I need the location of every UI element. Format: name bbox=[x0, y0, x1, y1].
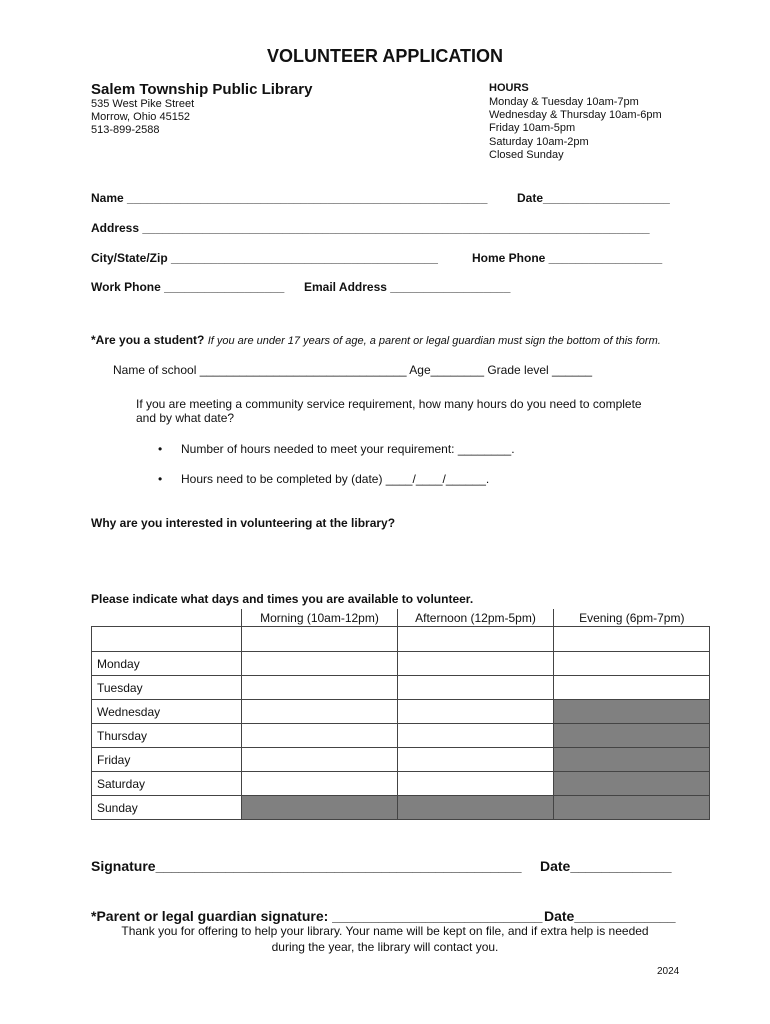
table-row bbox=[92, 724, 710, 748]
availability-cell[interactable] bbox=[398, 724, 554, 748]
student-question-label: *Are you a student? bbox=[91, 333, 205, 347]
service-question: If you are meeting a community service requirement, how many hours do you need to complete bbox=[136, 397, 642, 411]
availability-cell[interactable] bbox=[398, 676, 554, 700]
city-state-zip-field[interactable]: City/State/Zip ________________________________________ bbox=[91, 251, 438, 265]
thanks-line: during the year, the library will contact you. bbox=[271, 940, 499, 954]
day-label: Wednesday bbox=[92, 700, 242, 724]
thanks-line: Thank you for offering to help your library. Your name will be kept on file, and if extra help is needed bbox=[121, 924, 649, 938]
library-name: Salem Township Public Library bbox=[91, 81, 313, 98]
library-street: 535 West Pike Street bbox=[91, 98, 195, 110]
library-city: Morrow, Ohio 45152 bbox=[91, 111, 191, 123]
completion-date-line[interactable]: Hours need to be completed by (date) ____/____/______. bbox=[181, 472, 490, 486]
hours-needed-line[interactable]: Number of hours needed to meet your requirement: ________. bbox=[181, 442, 515, 456]
blank-cell bbox=[92, 627, 242, 652]
availability-cell[interactable] bbox=[242, 724, 398, 748]
interest-question: Why are you interested in volunteering at the library? bbox=[91, 516, 396, 530]
unavailable-cell bbox=[554, 748, 710, 772]
availability-cell[interactable] bbox=[242, 676, 398, 700]
blank-header bbox=[92, 609, 242, 627]
service-question-cont: and by what date? bbox=[136, 411, 235, 425]
library-phone: 513-899-2588 bbox=[91, 124, 160, 136]
day-label: Tuesday bbox=[92, 676, 242, 700]
day-label: Monday bbox=[92, 652, 242, 676]
table-row bbox=[92, 700, 710, 724]
availability-cell[interactable] bbox=[398, 627, 554, 652]
availability-cell[interactable] bbox=[398, 748, 554, 772]
student-note: If you are under 17 years of age, a parent or legal guardian must sign the bottom of this form. bbox=[207, 335, 661, 347]
day-label: Thursday bbox=[92, 724, 242, 748]
availability-cell[interactable] bbox=[554, 627, 710, 652]
column-header-evening: Evening (6pm-7pm) bbox=[554, 609, 710, 627]
table-row bbox=[92, 652, 710, 676]
availability-cell[interactable] bbox=[398, 652, 554, 676]
hours-line: Friday 10am-5pm bbox=[489, 122, 576, 134]
address-field[interactable]: Address ____________________________________________________________________________ bbox=[91, 221, 650, 235]
availability-cell[interactable] bbox=[554, 676, 710, 700]
work-phone-field[interactable]: Work Phone __________________ bbox=[91, 280, 285, 294]
bullet-icon: • bbox=[158, 472, 163, 486]
column-header-morning: Morning (10am-12pm) bbox=[242, 609, 398, 627]
guardian-date-field[interactable]: Date_____________ bbox=[544, 908, 676, 924]
signature-field[interactable]: Signature_______________________________________________ bbox=[91, 858, 522, 874]
availability-cell[interactable] bbox=[242, 627, 398, 652]
column-header-afternoon: Afternoon (12pm-5pm) bbox=[398, 609, 554, 627]
availability-prompt: Please indicate what days and times you are available to volunteer. bbox=[91, 592, 474, 606]
day-label: Friday bbox=[92, 748, 242, 772]
hours-line: Monday & Tuesday 10am-7pm bbox=[489, 96, 639, 108]
signature-date-field[interactable]: Date_____________ bbox=[540, 858, 672, 874]
date-field[interactable]: Date___________________ bbox=[517, 191, 670, 205]
table-row bbox=[92, 772, 710, 796]
availability-cell[interactable] bbox=[398, 772, 554, 796]
hours-line: Closed Sunday bbox=[489, 149, 564, 161]
hours-line: Wednesday & Thursday 10am-6pm bbox=[489, 109, 662, 121]
table-row bbox=[92, 627, 710, 652]
day-label: Saturday bbox=[92, 772, 242, 796]
name-field[interactable]: Name ______________________________________________________ bbox=[91, 191, 488, 205]
unavailable-cell bbox=[554, 772, 710, 796]
table-row bbox=[92, 796, 710, 820]
form-year: 2024 bbox=[657, 966, 680, 977]
availability-cell[interactable] bbox=[242, 772, 398, 796]
email-field[interactable]: Email Address __________________ bbox=[304, 280, 511, 294]
table-row bbox=[92, 676, 710, 700]
unavailable-cell bbox=[554, 796, 710, 820]
hours-line: Saturday 10am-2pm bbox=[489, 136, 589, 148]
availability-cell[interactable] bbox=[242, 700, 398, 724]
unavailable-cell bbox=[554, 724, 710, 748]
unavailable-cell bbox=[398, 796, 554, 820]
availability-cell[interactable] bbox=[398, 700, 554, 724]
availability-cell[interactable] bbox=[242, 652, 398, 676]
availability-cell[interactable] bbox=[554, 652, 710, 676]
home-phone-field[interactable]: Home Phone _________________ bbox=[472, 251, 663, 265]
unavailable-cell bbox=[242, 796, 398, 820]
table-row bbox=[92, 748, 710, 772]
availability-table bbox=[91, 609, 710, 820]
availability-cell[interactable] bbox=[242, 748, 398, 772]
school-line[interactable]: Name of school _______________________________ Age________ Grade level ______ bbox=[113, 363, 593, 377]
hours-heading: HOURS bbox=[489, 82, 529, 94]
unavailable-cell bbox=[554, 700, 710, 724]
bullet-icon: • bbox=[158, 442, 163, 456]
student-question bbox=[91, 333, 661, 347]
form-title: VOLUNTEER APPLICATION bbox=[266, 46, 503, 66]
day-label: Sunday bbox=[92, 796, 242, 820]
guardian-signature-field[interactable]: *Parent or legal guardian signature: ___________________________ bbox=[91, 908, 543, 924]
